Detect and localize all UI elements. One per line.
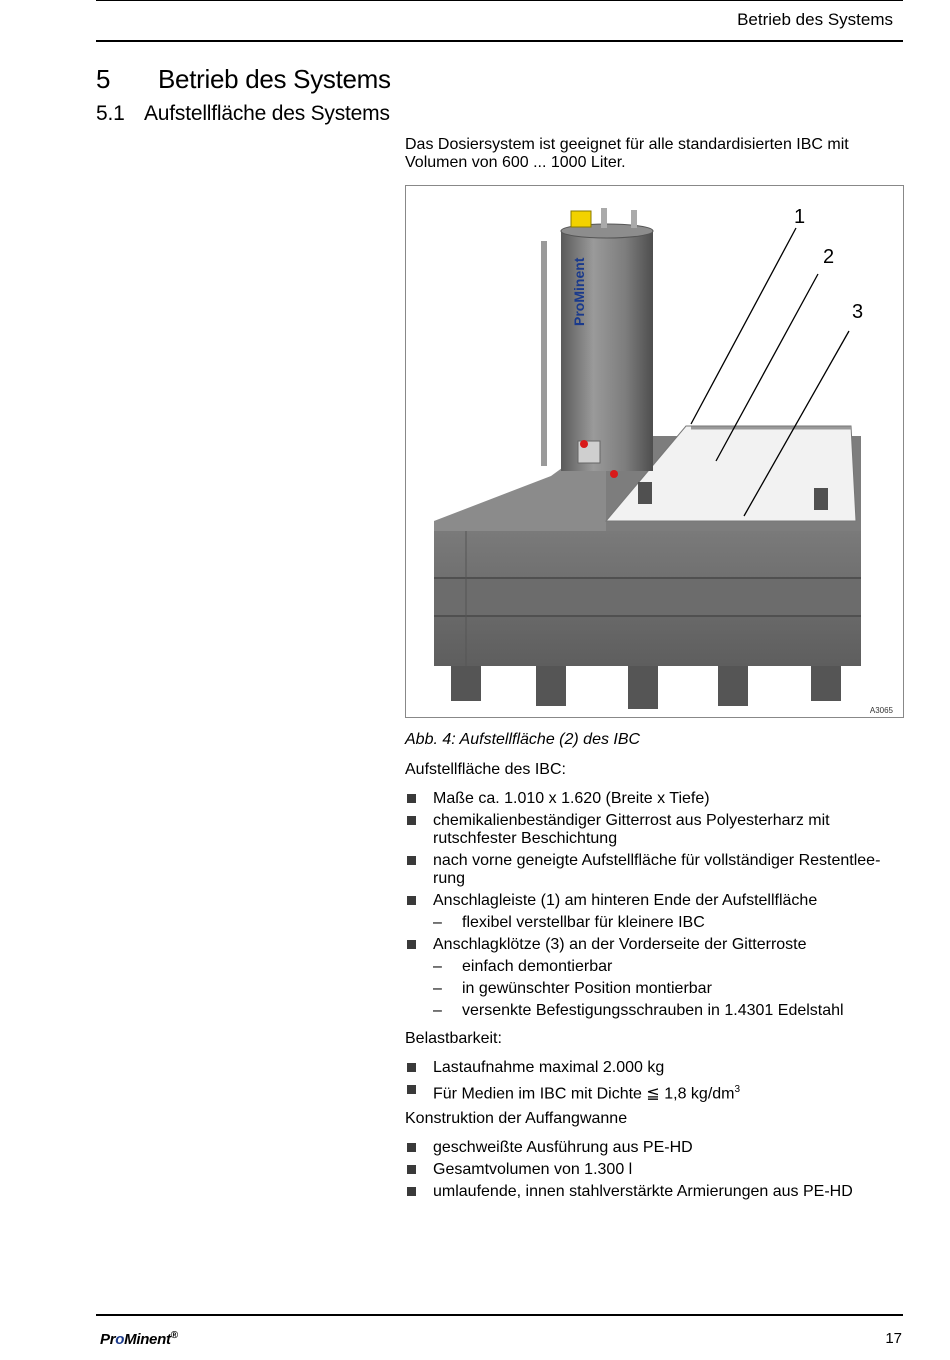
foot <box>718 664 748 706</box>
sub-list-item: – flexibel verstellbar für kleinere IBC <box>433 914 705 931</box>
bullet-square-icon <box>407 794 416 803</box>
top-rule <box>96 0 903 1</box>
section-number: 5 <box>96 64 111 94</box>
callout-1: 1 <box>794 206 806 228</box>
sub-list-item: – einfach demontierbar <box>433 958 613 975</box>
section-heading <box>96 64 391 95</box>
bullet-square-icon <box>407 1187 416 1196</box>
list-item: nach vorne geneigte Aufstellfläche für vollständiger Restentleerung <box>405 852 903 888</box>
stop-block <box>814 488 828 510</box>
bullet-square-icon <box>407 856 416 865</box>
area-section <box>405 761 903 1024</box>
footer-rule <box>96 1314 903 1316</box>
subsection-number: 5.1 <box>96 102 125 125</box>
level-tube <box>541 241 547 466</box>
subsection-heading <box>96 102 390 126</box>
sub-list <box>433 914 903 932</box>
bullet-square-icon <box>407 1165 416 1174</box>
bullet-square-icon <box>407 816 416 825</box>
bullet-square-icon <box>407 1063 416 1072</box>
area-list <box>405 790 903 1020</box>
stop-block <box>638 482 652 504</box>
bullet-square-icon <box>407 940 416 949</box>
list-item: geschweißte Ausführung aus PE-HD <box>405 1139 903 1157</box>
list-item: Anschlagleiste (1) am hinteren Ende der Aufstellfläche – flexibel verstellbar für kleinere IBC <box>405 892 903 932</box>
list-item: Für Medien im IBC mit Dichte ≦ 1,8 $kg/dm^3$ <box>405 1081 903 1103</box>
foot <box>536 661 566 706</box>
tray-reinforcement <box>434 578 861 616</box>
load-list <box>405 1059 903 1103</box>
sub-list-item: – in gewünschter Position montierbar <box>433 980 712 997</box>
list-item: Maße ca. 1.010 x 1.620 (Breite x Tiefe) <box>405 790 903 808</box>
sub-list-item: – versenkte Befestigungsschrauben in 1.4301 Edelstahl <box>433 1002 844 1019</box>
tank-cap <box>571 211 591 227</box>
figure-ibc-platform <box>405 185 904 718</box>
subsection-title: Aufstellfläche des Systems <box>144 102 390 125</box>
load-section <box>405 1030 903 1107</box>
sub-list <box>433 958 903 1020</box>
bullet-square-icon <box>407 1085 416 1094</box>
figure-code: A3065 <box>869 706 893 715</box>
list-item: chemikalienbeständiger Gitterrost aus Polyesterharz mit rutschfester Beschichtung <box>405 812 903 848</box>
running-header: Betrieb des Systems <box>737 10 893 29</box>
list-item: umlaufende, innen stahlverstärkte Armierungen aus PE-HD <box>405 1183 903 1201</box>
foot <box>628 664 658 709</box>
callout-2: 2 <box>823 246 835 268</box>
load-heading: Belastbarkeit: <box>405 1030 502 1047</box>
construction-list <box>405 1139 903 1201</box>
page-number: 17 <box>885 1330 902 1347</box>
area-heading: Aufstellfläche des IBC: <box>405 761 566 778</box>
construction-heading: Konstruktion der Auffangwanne <box>405 1110 628 1127</box>
header-rule <box>96 40 903 42</box>
list-item: Lastaufnahme maximal 2.000 kg <box>405 1059 903 1077</box>
section-title: Betrieb des Systems <box>158 64 391 94</box>
list-item: Gesamtvolumen von 1.300 l <box>405 1161 903 1179</box>
callout-3: 3 <box>852 301 864 323</box>
list-item: Anschlagklötze (3) an der Vorderseite der Gitterroste – einfach demontierbar – in gewünschter Position montierbar – versenkte Befestigungsschrauben in 1.4301 Edelstahl <box>405 936 903 1020</box>
intro-paragraph: Das Dosiersystem ist geeignet für alle standardisierten IBC mit Volumen von 600 ... 1000 Liter. <box>405 136 849 171</box>
bullet-square-icon <box>407 896 416 905</box>
brand-label: ProMinent <box>571 257 587 326</box>
bullet-square-icon <box>407 1143 416 1152</box>
figure-caption: Abb. 4: Aufstellfläche (2) des IBC <box>405 731 641 748</box>
prominent-logo: ProMinent® <box>100 1330 178 1348</box>
callout-line-1 <box>691 228 796 424</box>
construction-section <box>405 1110 903 1205</box>
